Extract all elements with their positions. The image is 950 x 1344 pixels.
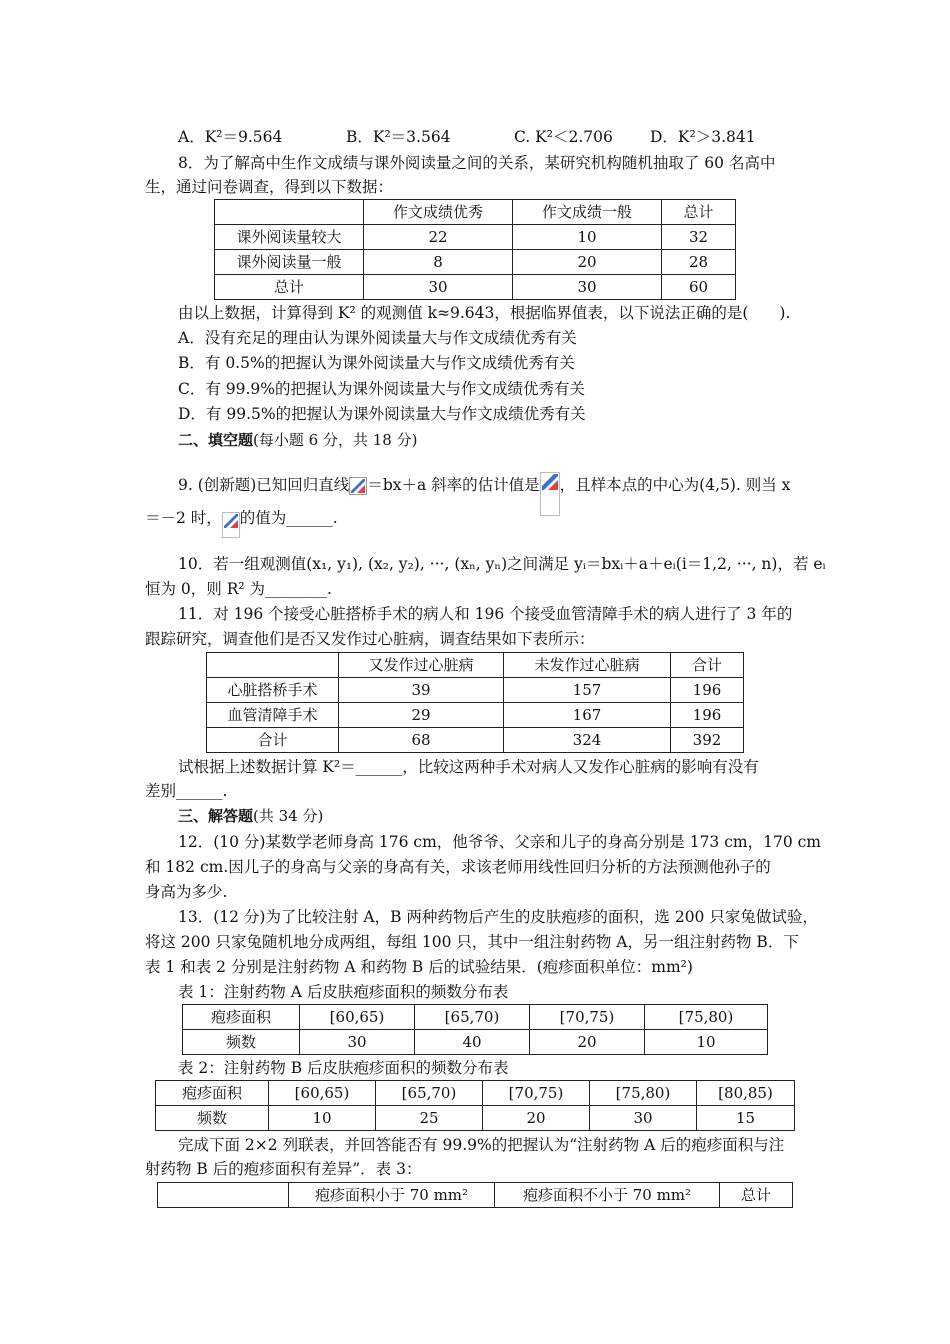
table-cell: 血管清障手术	[207, 703, 339, 728]
section2-heading	[178, 429, 417, 451]
q9-line1	[178, 464, 790, 508]
table-row	[207, 653, 744, 678]
q7-option-b: B．K²＝3.564	[346, 128, 451, 146]
table-cell: 疱疹面积	[156, 1081, 269, 1106]
q13-table2-caption: 表 2：注射药物 B 后皮肤疱疹面积的频数分布表	[178, 1059, 509, 1077]
broken-image-icon	[349, 477, 367, 495]
table-cell: 20	[483, 1106, 590, 1131]
table-cell: 总计	[662, 200, 736, 225]
q12-line3: 身高为多少.	[145, 883, 228, 901]
q8-stem-line2: 生，通过问卷调查，得到以下数据：	[145, 178, 394, 196]
table-cell: 课外阅读量较大	[215, 225, 364, 250]
q9-part4: ＝－2 时，	[145, 509, 222, 527]
table-cell: 29	[339, 703, 504, 728]
table-row	[183, 1030, 768, 1055]
table-row	[158, 1183, 793, 1208]
table-cell: 196	[671, 678, 744, 703]
table-cell: 疱疹面积	[183, 1005, 300, 1030]
q10-line2: 恒为 0，则 R² 为________.	[145, 580, 332, 598]
table-row	[215, 275, 736, 300]
table-cell: [60,65)	[300, 1005, 415, 1030]
q8-stem-line1: 8．为了解高中生作文成绩与课外阅读量之间的关系，某研究机构随机抽取了 60 名高中	[178, 154, 776, 172]
table-cell: 未发作过心脏病	[504, 653, 671, 678]
section2-title: 二、填空题	[178, 431, 254, 449]
table-cell: [70,75)	[530, 1005, 645, 1030]
q7-options	[178, 126, 756, 148]
table-cell: [75,80)	[590, 1081, 697, 1106]
q13-line3: 表 1 和表 2 分别是注射药物 A 和药物 B 后的试验结果．(疱疹面积单位：mm²)	[145, 958, 693, 976]
table-cell: 30	[364, 275, 513, 300]
table-cell: 疱疹面积不小于 70 mm²	[495, 1183, 720, 1208]
q8-option-d: D．有 99.5%的把握认为课外阅读量大与作文成绩优秀有关	[178, 405, 586, 423]
table-cell: 30	[300, 1030, 415, 1055]
table-cell: 324	[504, 728, 671, 753]
q13-after2: 射药物 B 后的疱疹面积有差异”．表 3：	[145, 1160, 422, 1178]
q11-line2: 跟踪研究，调查他们是否又发作过心脏病，调查结果如下表所示：	[145, 630, 595, 648]
table-cell: [65,70)	[376, 1081, 483, 1106]
q10-line1: 10．若一组观测值(x₁, y₁), (x₂, y₂), ···, (xₙ, yₙ)之间满足 yᵢ＝bxᵢ＋a＋eᵢ(i＝1,2, ···, n)，若 eᵢ	[178, 555, 826, 573]
table-cell	[207, 653, 339, 678]
broken-image-icon	[540, 472, 560, 516]
table-cell: 157	[504, 678, 671, 703]
table-cell: 167	[504, 703, 671, 728]
section3-title: 三、解答题	[178, 807, 254, 825]
table-row	[215, 200, 736, 225]
table-cell: [75,80)	[645, 1005, 768, 1030]
table-cell: 32	[662, 225, 736, 250]
q11-line1: 11．对 196 个接受心脏搭桥手术的病人和 196 个接受血管清障手术的病人进行了 3 年的	[178, 605, 793, 623]
table-cell: 课外阅读量一般	[215, 250, 364, 275]
table-cell	[215, 200, 364, 225]
table-row	[215, 225, 736, 250]
table-cell: 10	[269, 1106, 376, 1131]
table-cell: 15	[697, 1106, 795, 1131]
q7-option-c: C. K²＜2.706	[514, 128, 613, 146]
q13-table3	[157, 1182, 793, 1208]
table-cell: 30	[513, 275, 662, 300]
q13-after1: 完成下面 2×2 列联表，并回答能否有 99.9%的把握认为“注射药物 A 后的疱疹面积与注	[178, 1136, 785, 1154]
table-cell: 392	[671, 728, 744, 753]
table-row	[183, 1005, 768, 1030]
table-cell: 40	[415, 1030, 530, 1055]
table-cell: 合计	[207, 728, 339, 753]
broken-image-icon	[222, 512, 240, 538]
table-cell: 心脏搭桥手术	[207, 678, 339, 703]
table-cell: 10	[645, 1030, 768, 1055]
table-row	[215, 250, 736, 275]
q7-option-a: A．K²＝9.564	[178, 128, 283, 146]
table-cell: 39	[339, 678, 504, 703]
table-row	[207, 703, 744, 728]
q8-table	[214, 199, 736, 300]
q9-part2: ＝bx＋a 斜率的估计值是	[367, 476, 540, 494]
q8-option-c: C．有 99.9%的把握认为课外阅读量大与作文成绩优秀有关	[178, 380, 586, 398]
table-cell: 又发作过心脏病	[339, 653, 504, 678]
table-row	[156, 1106, 795, 1131]
q12-line2: 和 182 cm.因儿子的身高与父亲的身高有关，求该老师用线性回归分析的方法预测他孙子的	[145, 858, 771, 876]
q9-part3: ，且样本点的中心为(4,5). 则当 x	[559, 476, 791, 494]
section2-note: (每小题 6 分，共 18 分)	[253, 431, 418, 449]
table-cell: [70,75)	[483, 1081, 590, 1106]
table-cell	[158, 1183, 289, 1208]
table-cell: [60,65)	[269, 1081, 376, 1106]
table-row	[207, 728, 744, 753]
table-cell: 频数	[183, 1030, 300, 1055]
q13-table1-caption: 表 1：注射药物 A 后皮肤疱疹面积的频数分布表	[178, 983, 509, 1001]
table-cell: 196	[671, 703, 744, 728]
table-cell: 疱疹面积小于 70 mm²	[289, 1183, 495, 1208]
q8-after: 由以上数据，计算得到 K² 的观测值 k≈9.643，根据临界值表，以下说法正确的是( ).	[178, 304, 791, 322]
q11-table	[206, 652, 744, 753]
q13-line1: 13．(12 分)为了比较注射 A，B 两种药物后产生的皮肤疱疹的面积，选 200 只家兔做试验，	[178, 908, 818, 926]
table-cell: 合计	[671, 653, 744, 678]
q9-part5: 的值为______.	[239, 509, 338, 527]
table-cell: 10	[513, 225, 662, 250]
table-cell: 总计	[215, 275, 364, 300]
table-cell: 28	[662, 250, 736, 275]
q8-option-a: A．没有充足的理由认为课外阅读量大与作文成绩优秀有关	[178, 329, 577, 347]
table-cell: 60	[662, 275, 736, 300]
table-cell: [80,85)	[697, 1081, 795, 1106]
q7-option-d: D．K²＞3.841	[650, 128, 756, 146]
q12-line1: 12．(10 分)某数学老师身高 176 cm，他爷爷、父亲和儿子的身高分别是 173 cm，170 cm	[178, 833, 821, 851]
table-cell: 20	[513, 250, 662, 275]
table-cell: 频数	[156, 1106, 269, 1131]
q13-line2: 将这 200 只家兔随机地分成两组，每组 100 只，其中一组注射药物 A，另一组注射药物 B．下	[145, 933, 799, 951]
table-cell: 20	[530, 1030, 645, 1055]
q9-part1: 9. (创新题)已知回归直线	[178, 476, 350, 494]
table-cell: 68	[339, 728, 504, 753]
table-cell: [65,70)	[415, 1005, 530, 1030]
table-cell: 25	[376, 1106, 483, 1131]
q9-line2	[145, 506, 338, 532]
table-cell: 22	[364, 225, 513, 250]
table-cell: 总计	[720, 1183, 793, 1208]
table-row	[156, 1081, 795, 1106]
q13-table1	[182, 1004, 768, 1055]
table-cell: 8	[364, 250, 513, 275]
table-cell: 作文成绩优秀	[364, 200, 513, 225]
section3-heading	[178, 805, 323, 827]
q13-table2	[155, 1080, 795, 1131]
q8-option-b: B．有 0.5%的把握认为课外阅读量大与作文成绩优秀有关	[178, 354, 575, 372]
section3-note: (共 34 分)	[253, 807, 324, 825]
q11-after1: 试根据上述数据计算 K²＝______，比较这两种手术对病人又发作心脏病的影响有没有	[178, 758, 759, 776]
q11-after2: 差别______.	[145, 782, 228, 800]
table-row	[207, 678, 744, 703]
table-cell: 作文成绩一般	[513, 200, 662, 225]
table-cell: 30	[590, 1106, 697, 1131]
